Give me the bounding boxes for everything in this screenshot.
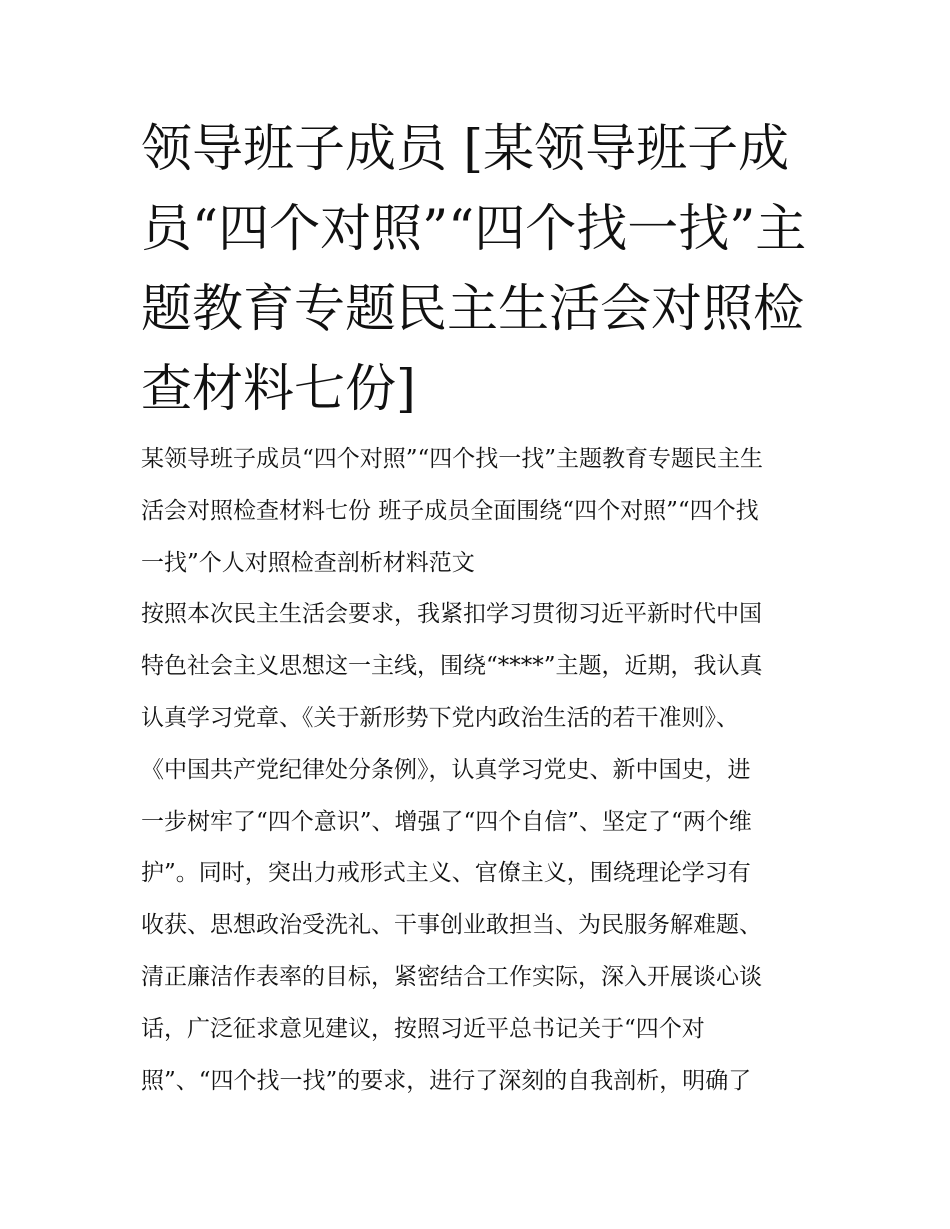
text-line: 照”、“四个找一找”的要求，进行了深刻的自我剖析，明确了 xyxy=(141,1067,752,1094)
title-line: 员“四个对照”“四个找一找”主 xyxy=(141,200,807,259)
text-line: 活会对照检查材料七份 班子成员全面围绕“四个对照”“四个找 xyxy=(141,497,759,524)
text-line: 一步树牢了“四个意识”、增强了“四个自信”、坚定了“两个维 xyxy=(141,808,752,835)
text-line: 特色社会主义思想这一主线，围绕“****”主题，近期，我认真 xyxy=(141,653,763,680)
text-line: 按照本次民主生活会要求，我紧扣学习贯彻习近平新时代中国 xyxy=(141,601,762,628)
text-line: 《中国共产党纪律处分条例》，认真学习党史、新中国史，进 xyxy=(141,756,751,783)
text-line: 收获、思想政治受洗礼、干事创业敢担当、为民服务解难题、 xyxy=(141,912,762,939)
text-line: 清正廉洁作表率的目标，紧密结合工作实际，深入开展谈心谈 xyxy=(141,963,762,990)
title-line: 题教育专题民主生活会对照检 xyxy=(141,280,805,339)
text-line: 一找”个人对照检查剖析材料范文 xyxy=(141,549,475,576)
title-line: 查材料七份] xyxy=(141,360,416,419)
body-paragraph xyxy=(141,589,821,1107)
text-line: 护”。同时，突出力戒形式主义、官僚主义，围绕理论学习有 xyxy=(141,860,751,887)
document-title xyxy=(141,110,821,430)
text-line: 话，广泛征求意见建议，按照习近平总书记关于“四个对 xyxy=(141,1015,705,1042)
text-line: 某领导班子成员“四个对照”“四个找一找”主题教育专题民主生 xyxy=(141,446,764,472)
document-body xyxy=(141,434,821,1107)
text-line: 认真学习党章、《关于新形势下党内政治生活的若干准则》、 xyxy=(141,704,739,731)
title-line: 领导班子成员 [某领导班子成 xyxy=(141,120,790,179)
subtitle-paragraph xyxy=(141,434,821,589)
